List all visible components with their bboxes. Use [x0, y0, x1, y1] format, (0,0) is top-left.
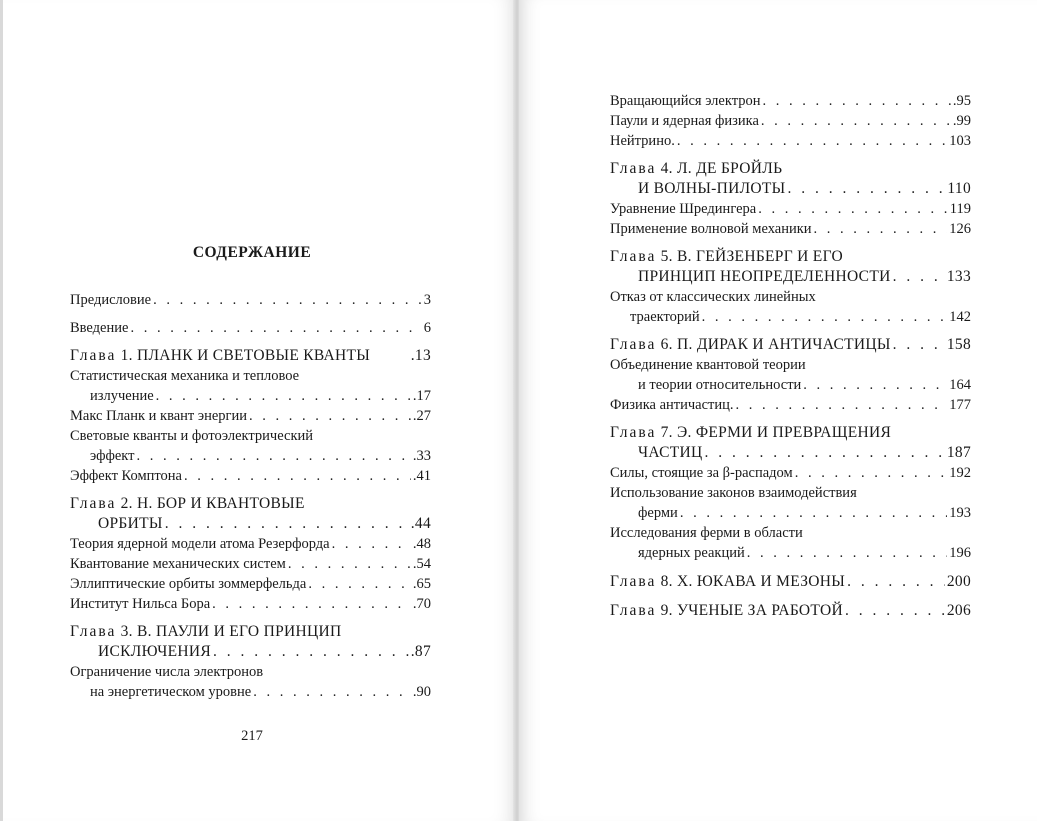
toc-page-number: 6	[423, 320, 431, 336]
toc-entry-title	[90, 386, 154, 406]
toc-entry-text: ПРИНЦИП НЕОПРЕДЕЛЕННОСТИ	[638, 268, 891, 285]
toc-entry-text: Эллиптические орбиты зоммерфельда	[70, 576, 307, 592]
toc-entry-text: 4. Л. ДЕ БРОЙЛЬ	[656, 160, 783, 177]
dot-leader	[680, 503, 947, 523]
toc-entry-title	[610, 111, 759, 131]
dot-leader	[136, 446, 410, 466]
dot-leader	[736, 395, 948, 415]
toc-entry-text: Нейтрино.	[610, 133, 675, 149]
toc-entry-text: ЧАСТИЦ	[638, 444, 703, 461]
page-number: 217	[241, 728, 263, 744]
dot-leader	[253, 682, 411, 702]
toc-entry-text: 5. В. ГЕЙЗЕНБЕРГ И ЕГО	[656, 248, 843, 265]
toc-entry-title	[98, 642, 211, 662]
toc-entry	[70, 622, 431, 642]
toc-entry	[610, 179, 971, 199]
toc-entry	[610, 395, 971, 415]
toc-entry-title	[70, 494, 305, 514]
toc-entry-text: Ограничение числа электронов	[70, 664, 264, 680]
toc-entry	[70, 682, 431, 702]
toc-entry-text: 3. В. ПАУЛИ И ЕГО ПРИНЦИП	[116, 623, 342, 640]
toc-entry	[70, 290, 431, 310]
toc-entry-title	[638, 503, 678, 523]
toc-page-number: 177	[949, 397, 971, 413]
contents-heading: СОДЕРЖАНИЕ	[192, 244, 312, 261]
toc-entry-title	[610, 287, 816, 307]
toc-entry-title	[610, 423, 891, 443]
toc-page-number: .90	[412, 684, 431, 700]
toc-entry-title	[70, 318, 128, 338]
chapter-prefix: Глава	[610, 160, 657, 177]
toc-entry-title	[610, 91, 760, 111]
toc-list-right	[610, 91, 971, 621]
toc-entry-text: траекторий	[630, 309, 700, 325]
toc-page-number: 192	[949, 465, 971, 481]
toc-entry-title	[610, 601, 843, 621]
toc-entry-title	[610, 131, 675, 151]
dot-leader	[893, 335, 945, 355]
toc-entry-text: эффект	[90, 448, 135, 464]
toc-entry	[610, 503, 971, 523]
toc-entry	[70, 662, 431, 682]
toc-entry-text: Паули и ядерная физика	[610, 113, 759, 129]
toc-entry-text: ядерных реакций	[638, 545, 745, 561]
dot-leader	[153, 290, 422, 310]
chapter-prefix: Глава	[70, 623, 117, 640]
toc-page-number: 110	[947, 180, 971, 197]
toc-entry	[70, 318, 431, 338]
toc-page-number: 119	[949, 201, 971, 217]
toc-page-number: 126	[949, 221, 971, 237]
toc-entry	[610, 572, 971, 592]
toc-page-number: 200	[946, 573, 971, 590]
toc-page-number: .17	[412, 388, 431, 404]
toc-entry-text: излучение	[90, 388, 154, 404]
toc-page-number: 158	[946, 336, 971, 353]
toc-entry-text: 7. Э. ФЕРМИ И ПРЕВРАЩЕНИЯ	[656, 424, 892, 441]
dot-leader	[762, 91, 950, 111]
toc-entry	[610, 423, 971, 443]
toc-entry-text: Силы, стоящие за β-распадом	[610, 465, 793, 481]
toc-entry	[70, 426, 431, 446]
toc-entry-title	[638, 179, 786, 199]
toc-entry-title	[638, 543, 745, 563]
toc-entry-text: ИСКЛЮЧЕНИЯ	[98, 643, 211, 660]
toc-entry	[610, 111, 971, 131]
toc-entry	[70, 446, 431, 466]
toc-entry-title	[70, 622, 341, 642]
toc-page-number: .99	[952, 113, 971, 129]
toc-page-number: .87	[410, 643, 431, 660]
chapter-prefix: Глава	[610, 336, 657, 353]
toc-entry-title	[70, 366, 299, 386]
toc-entry-title	[70, 346, 370, 366]
toc-page-number: 187	[946, 444, 971, 461]
toc-entry-title	[610, 355, 806, 375]
toc-page-number: .27	[412, 408, 431, 424]
toc-entry-text: ОРБИТЫ	[98, 515, 163, 532]
toc-entry-text: и теории относительности	[638, 377, 802, 393]
dot-leader	[747, 543, 948, 563]
toc-page-number: .48	[412, 536, 431, 552]
toc-entry-title	[610, 395, 734, 415]
toc-page-number: .95	[952, 93, 971, 109]
toc-entry-title	[90, 446, 134, 466]
toc-entry-title	[610, 247, 843, 267]
toc-entry	[610, 287, 971, 307]
toc-entry-title	[610, 219, 812, 239]
dot-leader	[761, 111, 951, 131]
toc-entry-title	[98, 514, 163, 534]
dot-leader	[758, 199, 948, 219]
toc-entry-title	[70, 594, 210, 614]
toc-entry-title	[70, 466, 182, 486]
toc-entry-text: Вращающийся электрон	[610, 93, 761, 109]
toc-entry	[610, 267, 971, 287]
toc-entry-text: 1. ПЛАНК И СВЕТОВЫЕ КВАНТЫ	[116, 347, 371, 364]
toc-entry	[610, 523, 971, 543]
dot-leader	[165, 514, 409, 534]
toc-entry	[610, 375, 971, 395]
toc-entry-title	[610, 572, 845, 592]
toc-entry-text: Уравнение Шредингера	[610, 201, 757, 217]
chapter-prefix: Глава	[610, 573, 657, 590]
toc-entry-text: И ВОЛНЫ-ПИЛОТЫ	[638, 180, 786, 197]
toc-entry-title	[90, 682, 251, 702]
toc-entry	[70, 642, 431, 662]
toc-entry-title	[70, 574, 306, 594]
toc-entry-title	[638, 267, 891, 287]
toc-page-number: 142	[949, 309, 971, 325]
toc-entry	[70, 494, 431, 514]
dot-leader	[847, 572, 945, 592]
toc-entry-title	[70, 426, 313, 446]
toc-page-number: 164	[949, 377, 971, 393]
toc-entry-text: Отказ от классических линейных	[610, 289, 816, 305]
toc-entry-text: Физика античастиц.	[610, 397, 734, 413]
dot-leader	[788, 179, 946, 199]
toc-entry-text: Теория ядерной модели атома Резерфорда	[70, 536, 330, 552]
toc-entry	[610, 307, 971, 327]
toc-entry-title	[610, 523, 803, 543]
toc-page-number: .13	[410, 347, 431, 364]
toc-entry-text: 2. Н. БОР И КВАНТОВЫЕ	[116, 495, 305, 512]
toc-entry-text: Макс Планк и квант энергии	[70, 408, 248, 424]
toc-page-number: 206	[946, 602, 971, 619]
toc-entry-text: Институт Нильса Бора	[70, 596, 211, 612]
chapter-prefix: Глава	[610, 248, 657, 265]
toc-entry-text: Квантование механических систем	[70, 556, 286, 572]
dot-leader	[308, 574, 411, 594]
toc-entry-title	[70, 554, 286, 574]
toc-entry-text: Введение	[70, 320, 129, 336]
toc-entry	[70, 554, 431, 574]
toc-entry-title	[638, 443, 703, 463]
toc-page-number: .33	[412, 448, 431, 464]
dot-leader	[893, 267, 945, 287]
toc-entry-title	[70, 290, 151, 310]
toc-entry	[610, 199, 971, 219]
toc-entry	[70, 366, 431, 386]
toc-entry	[610, 355, 971, 375]
toc-entry-text: Применение волновой механики	[610, 221, 812, 237]
toc-entry-text: Световые кванты и фотоэлектрический	[70, 428, 314, 444]
toc-entry-title	[70, 406, 247, 426]
toc-entry	[610, 463, 971, 483]
dot-leader	[814, 219, 948, 239]
toc-entry	[70, 346, 431, 366]
toc-entry	[610, 131, 971, 151]
toc-entry-title	[610, 483, 857, 503]
dot-leader	[184, 466, 411, 486]
toc-list-left	[70, 290, 431, 702]
toc-entry-text: Исследования ферми в области	[610, 525, 803, 541]
toc-entry-text: на энергетическом уровне	[90, 684, 252, 700]
right-page	[519, 0, 1037, 821]
toc-entry-title	[610, 159, 782, 179]
toc-entry-text: Эффект Комптона	[70, 468, 182, 484]
dot-leader	[249, 406, 411, 426]
toc-entry-text: Статистическая механика и тепловое	[70, 368, 300, 384]
toc-entry-title	[630, 307, 700, 327]
toc-page-number: .44	[410, 515, 431, 532]
toc-entry-title	[70, 662, 263, 682]
chapter-prefix: Глава	[70, 347, 117, 364]
toc-entry	[70, 406, 431, 426]
toc-entry	[610, 219, 971, 239]
toc-entry	[70, 466, 431, 486]
dot-leader	[705, 443, 945, 463]
dot-leader	[795, 463, 948, 483]
toc-entry	[610, 159, 971, 179]
dot-leader	[677, 131, 947, 151]
toc-entry	[610, 483, 971, 503]
toc-page-number: 103	[949, 133, 971, 149]
toc-entry-title	[610, 463, 793, 483]
dot-leader	[213, 642, 409, 662]
toc-entry	[70, 514, 431, 534]
toc-entry	[70, 594, 431, 614]
toc-entry-title	[638, 375, 801, 395]
toc-entry-text: 8. Х. ЮКАВА И МЕЗОНЫ	[656, 573, 846, 590]
toc-entry-text: Предисловие	[70, 292, 152, 308]
toc-entry	[70, 386, 431, 406]
chapter-prefix: Глава	[610, 424, 657, 441]
toc-entry-title	[610, 199, 756, 219]
dot-leader	[212, 594, 411, 614]
toc-entry-text: Объединение квантовой теории	[610, 357, 806, 373]
toc-entry-text: Использование законов взаимодействия	[610, 485, 857, 501]
dot-leader	[288, 554, 411, 574]
toc-entry	[610, 601, 971, 621]
toc-entry	[610, 91, 971, 111]
dot-leader	[332, 534, 411, 554]
toc-page-number: 3	[423, 292, 431, 308]
dot-leader	[156, 386, 411, 406]
toc-page-number: .70	[412, 596, 431, 612]
toc-entry	[610, 443, 971, 463]
toc-entry	[610, 543, 971, 563]
toc-entry-text: 9. УЧЕНЫЕ ЗА РАБОТОЙ	[656, 602, 843, 619]
chapter-prefix: Глава	[610, 602, 657, 619]
dot-leader	[845, 601, 945, 621]
toc-page-number: 133	[946, 268, 971, 285]
toc-page-number: .54	[412, 556, 431, 572]
toc-entry	[610, 247, 971, 267]
toc-page-number: .65	[412, 576, 431, 592]
dot-leader	[130, 318, 421, 338]
dot-leader	[803, 375, 947, 395]
left-page	[3, 0, 515, 821]
chapter-prefix: Глава	[70, 495, 117, 512]
toc-entry	[70, 574, 431, 594]
toc-entry-text: 6. П. ДИРАК И АНТИЧАСТИЦЫ	[656, 336, 891, 353]
dot-leader	[702, 307, 948, 327]
toc-entry-title	[610, 335, 891, 355]
toc-entry	[70, 534, 431, 554]
toc-page-number: 196	[949, 545, 971, 561]
toc-entry	[610, 335, 971, 355]
toc-page-number: .41	[412, 468, 431, 484]
toc-page-number: 193	[949, 505, 971, 521]
toc-entry-title	[70, 534, 330, 554]
toc-entry-text: ферми	[638, 505, 678, 521]
